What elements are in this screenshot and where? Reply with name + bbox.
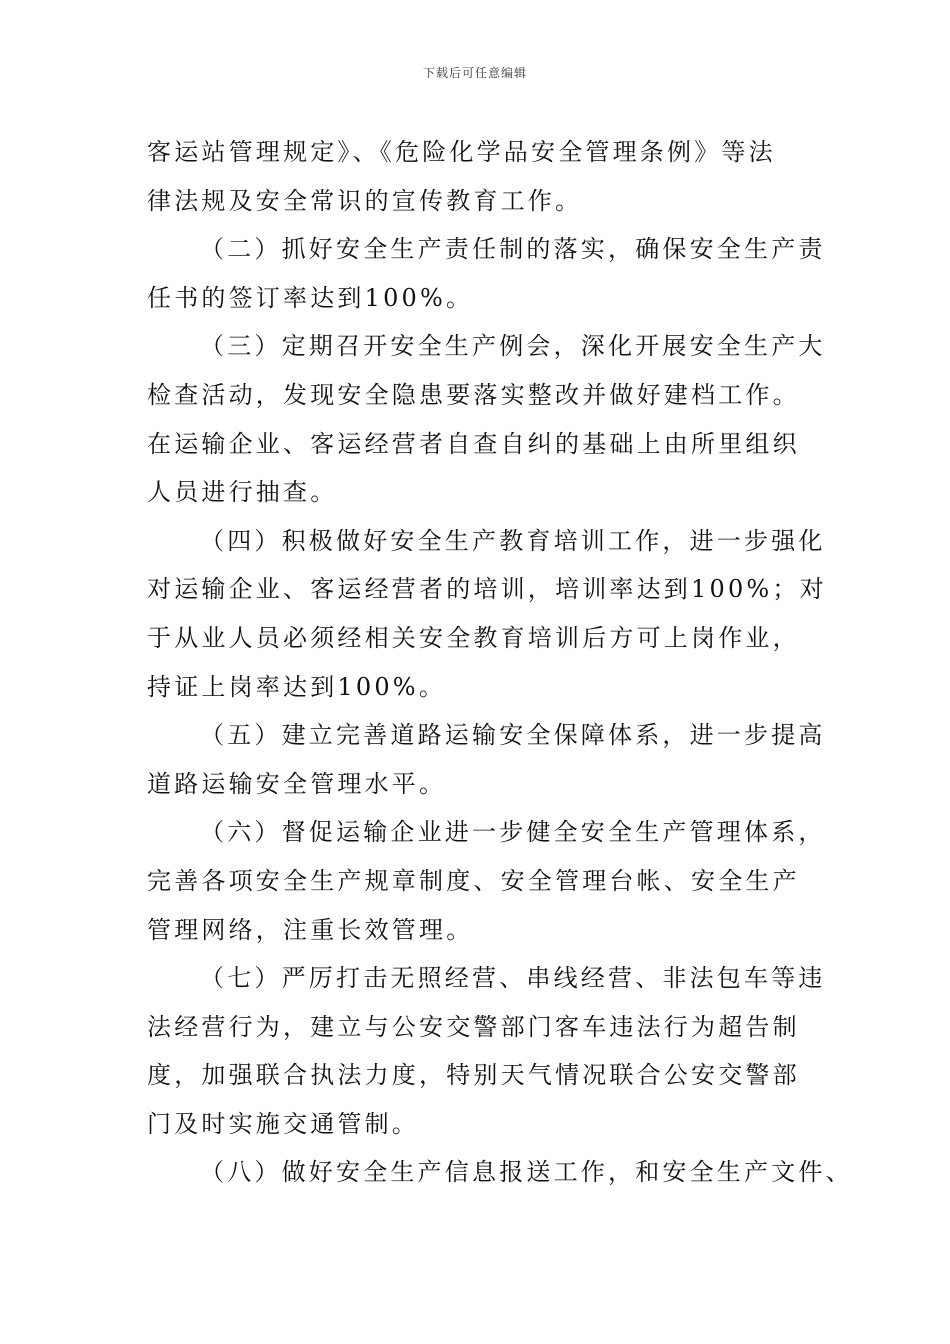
- text-line: 度，加强联合执法力度，特别天气情况联合公安交警部: [147, 1061, 800, 1090]
- page-header: 下载后可任意编辑: [422, 66, 527, 80]
- text-line: 法经营行为，建立与公安交警部门客车违法行为超告制: [147, 1012, 800, 1041]
- text-line: 客运站管理规定》、《危险化学品安全管理条例》等法: [147, 138, 776, 166]
- text-line: 于从业人员必须经相关安全教育培训后方可上岗作业，: [147, 623, 800, 652]
- paragraph-start-line: （三）定期召开安全生产例会，深化开展安全生产大: [200, 332, 826, 361]
- paragraph-start-line: （二）抓好安全生产责任制的落实，确保安全生产责: [200, 235, 826, 264]
- text-line: 对运输企业、客运经营者的培训，培训率达到100%；对: [147, 575, 827, 604]
- text-line: 律法规及安全常识的宣传教育工作。: [147, 186, 583, 215]
- text-line: 任书的签订率达到100%。: [147, 283, 474, 312]
- text-line: 人员进行抽查。: [147, 478, 338, 507]
- document-body: [147, 128, 853, 1197]
- text-line: 门及时实施交通管制。: [147, 1109, 419, 1138]
- paragraph-start-line: （五）建立完善道路运输安全保障体系，进一步提高: [200, 721, 826, 750]
- paragraph-start-line: （六）督促运输企业进一步健全安全生产管理体系，: [200, 818, 826, 847]
- text-line: 道路运输安全管理水平。: [147, 769, 447, 798]
- paragraph-start-line: （七）严厉打击无照经营、串线经营、非法包车等违: [200, 964, 826, 993]
- text-line: 检查活动，发现安全隐患要落实整改并做好建档工作。: [147, 380, 800, 409]
- text-line: 持证上岗率达到100%。: [147, 672, 447, 701]
- text-line: 完善各项安全生产规章制度、安全管理台帐、安全生产: [147, 866, 800, 895]
- text-line: 管理网络，注重长效管理。: [147, 915, 474, 944]
- text-line: 在运输企业、客运经营者自查自纠的基础上由所里组织: [147, 429, 800, 458]
- paragraph-start-line: （四）积极做好安全生产教育培训工作，进一步强化: [200, 526, 826, 555]
- paragraph-start-line: （八）做好安全生产信息报送工作，和安全生产文件、: [200, 1158, 853, 1187]
